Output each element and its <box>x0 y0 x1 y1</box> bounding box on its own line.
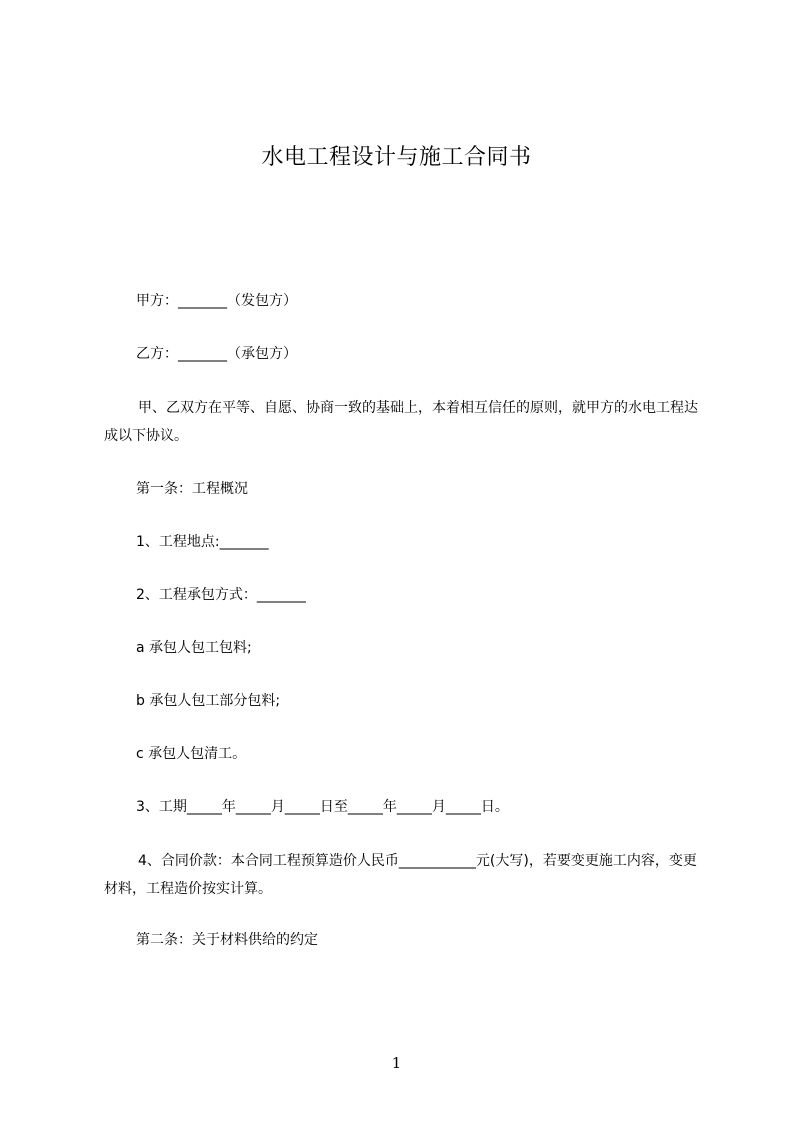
item-2a-line: a 承包人包工包料; <box>136 640 252 656</box>
item-2b-line: b 承包人包工部分包料; <box>136 693 281 709</box>
page-number: 1 <box>391 1054 402 1072</box>
article-1-heading: 第一条：工程概况 <box>136 481 248 497</box>
intro-paragraph: 甲、乙双方在平等、自愿、协商一致的基础上，本着相互信任的原则，就甲方的水电工程达成以下协议。 <box>104 400 698 444</box>
item-2-line: 2、工程承包方式：_______ <box>136 587 306 603</box>
item-3-line: 3、工期_____年_____月_____日至_____年_____月_____日。 <box>136 799 509 815</box>
item-2c-line: c 承包人包清工。 <box>136 746 247 762</box>
item-1-line: 1、工程地点:_______ <box>136 534 269 550</box>
party-a-line: 甲方：_______（发包方） <box>136 293 297 309</box>
article-2-heading: 第二条：关于材料供给的约定 <box>136 932 318 948</box>
party-b-line: 乙方：_______（承包方） <box>136 346 297 362</box>
document-title: 水电工程设计与施工合同书 <box>261 145 532 170</box>
item-4-paragraph: 4、合同价款：本合同工程预算造价人民币___________元(大写)，若要变更施工内容，变更材料，工程造价按实计算。 <box>104 853 697 897</box>
